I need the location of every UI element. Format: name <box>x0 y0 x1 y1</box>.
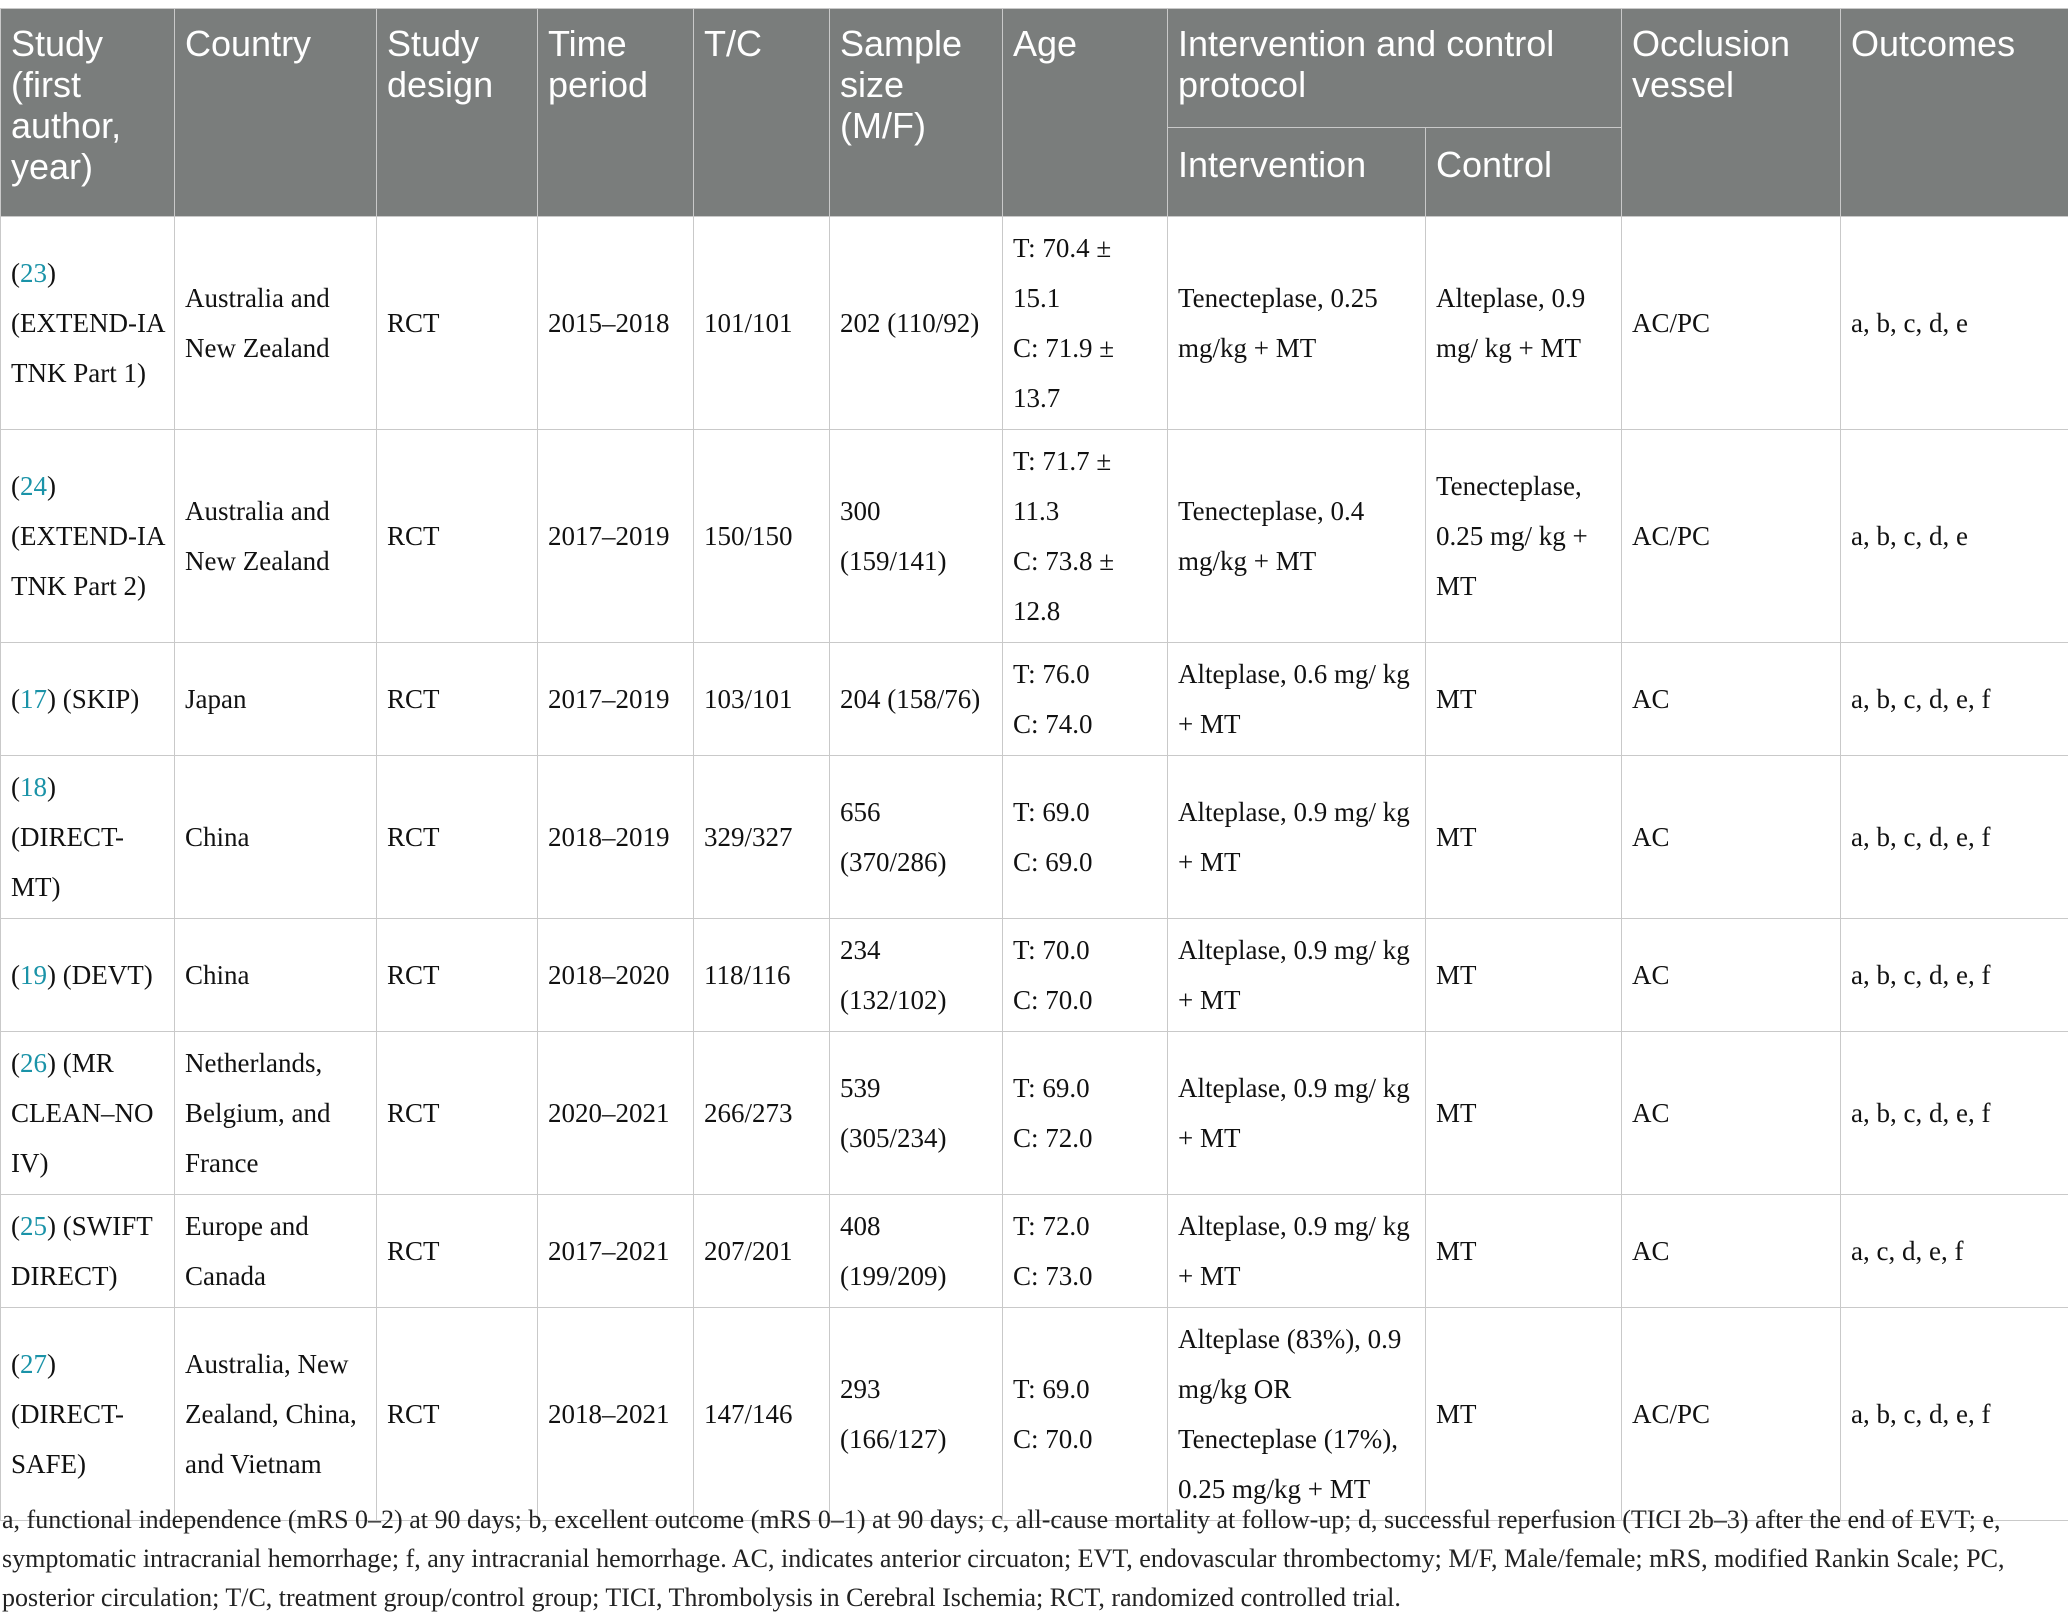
cell-control <box>1426 217 1622 430</box>
cell-age <box>1003 919 1168 1032</box>
cell-period <box>538 430 694 643</box>
table-row <box>1 1195 2068 1308</box>
period-text: 2020–2021 <box>548 1098 670 1128</box>
cell-control <box>1426 919 1622 1032</box>
cell-tc <box>694 643 830 756</box>
header-study-design: Study design <box>377 9 538 217</box>
intervention-text: Alteplase, 0.9 mg/ kg + MT <box>1178 1073 1410 1153</box>
period-text: 2017–2019 <box>548 684 670 714</box>
cell-control <box>1426 430 1622 643</box>
reference-link[interactable]: 25 <box>20 1211 47 1241</box>
study-name: (EXTEND-IA TNK Part 2) <box>11 521 164 601</box>
study-name: (SKIP) <box>62 684 140 714</box>
table-row <box>1 1032 2068 1195</box>
cell-country <box>175 1195 377 1308</box>
control-text: MT <box>1436 684 1477 714</box>
intervention-text: Alteplase, 0.9 mg/ kg + MT <box>1178 935 1410 1015</box>
age-treatment: T: 71.7 ± 11.3 <box>1013 446 1112 526</box>
vessel-text: AC <box>1632 1098 1670 1128</box>
table-header <box>1 9 2068 217</box>
cell-period <box>538 217 694 430</box>
intervention-text: Alteplase (83%), 0.9 mg/kg OR Tenecteplase (17%), 0.25 mg/kg + MT <box>1178 1324 1402 1504</box>
study-name: (EXTEND-IA TNK Part 1) <box>11 308 164 388</box>
tc-text: 147/146 <box>704 1399 793 1429</box>
cell-vessel <box>1622 1032 1841 1195</box>
cell-sample <box>830 217 1003 430</box>
cell-period <box>538 919 694 1032</box>
cell-intervention <box>1168 919 1426 1032</box>
cell-period <box>538 1308 694 1521</box>
cell-sample <box>830 756 1003 919</box>
period-text: 2018–2019 <box>548 822 670 852</box>
table-body <box>1 217 2068 1521</box>
cell-country <box>175 643 377 756</box>
cell-country <box>175 217 377 430</box>
table-container <box>0 8 2068 1521</box>
cell-intervention <box>1168 643 1426 756</box>
table-footnote: a, functional independence (mRS 0–2) at 90 days; b, excellent outcome (mRS 0–1) at 90 days; c, all-cause mortality at follow-up; d, successful reperfusion (TICI 2b–3) after the end of EVT; e, symptomatic intracranial hemorrhage; f, any intracranial hemorrhage. AC, indicates anterior circuaton; EVT, endovascular thrombectomy; M/F, Male/female; mRS, modified Rankin Scale; PC, posterior circulation; T/C, treatment group/control group; TICI, Thrombolysis in Cerebral Ischemia; RCT, randomized controlled trial. <box>2 1505 2005 1612</box>
country-text: Japan <box>185 684 247 714</box>
period-text: 2015–2018 <box>548 308 670 338</box>
period-text: 2017–2021 <box>548 1236 670 1266</box>
outcomes-text: a, b, c, d, e, f <box>1851 1098 1991 1128</box>
cell-outcomes <box>1841 756 2068 919</box>
design-text: RCT <box>387 960 440 990</box>
cell-study: (23) (EXTEND-IA TNK Part 1) <box>1 217 175 430</box>
reference-link[interactable]: 27 <box>20 1349 47 1379</box>
cell-design <box>377 217 538 430</box>
age-control: C: 73.0 <box>1013 1261 1093 1291</box>
sample-text: 202 (110/92) <box>840 308 980 338</box>
cell-design <box>377 430 538 643</box>
reference-link[interactable]: 19 <box>20 960 47 990</box>
period-text: 2018–2020 <box>548 960 670 990</box>
cell-vessel <box>1622 643 1841 756</box>
header-protocol-group: Intervention and control protocol <box>1168 9 1622 128</box>
intervention-text: Tenecteplase, 0.4 mg/kg + MT <box>1178 496 1365 576</box>
header-sample-size: Sample size (M/F) <box>830 9 1003 217</box>
control-text: MT <box>1436 1236 1477 1266</box>
cell-sample <box>830 643 1003 756</box>
reference-link[interactable]: 18 <box>20 772 47 802</box>
tc-text: 207/201 <box>704 1236 793 1266</box>
header-outcomes: Outcomes <box>1841 9 2068 217</box>
sample-text: 300 (159/141) <box>840 496 947 576</box>
cell-period <box>538 1195 694 1308</box>
cell-tc <box>694 1308 830 1521</box>
cell-outcomes <box>1841 217 2068 430</box>
cell-study: (25) (SWIFT DIRECT) <box>1 1195 175 1308</box>
cell-age <box>1003 643 1168 756</box>
age-control: C: 73.8 ± 12.8 <box>1013 546 1115 626</box>
cell-intervention <box>1168 217 1426 430</box>
reference-link[interactable]: 26 <box>20 1048 47 1078</box>
cell-study: (17) (SKIP) <box>1 643 175 756</box>
cell-outcomes <box>1841 430 2068 643</box>
control-text: Tenecteplase, 0.25 mg/ kg + MT <box>1436 471 1588 601</box>
intervention-text: Alteplase, 0.9 mg/ kg + MT <box>1178 1211 1410 1291</box>
cell-study: (19) (DEVT) <box>1 919 175 1032</box>
cell-outcomes <box>1841 1195 2068 1308</box>
tc-text: 150/150 <box>704 521 793 551</box>
cell-period <box>538 756 694 919</box>
age-control: C: 74.0 <box>1013 709 1093 739</box>
design-text: RCT <box>387 684 440 714</box>
cell-tc <box>694 217 830 430</box>
cell-intervention <box>1168 430 1426 643</box>
age-treatment: T: 70.0 <box>1013 935 1090 965</box>
cell-vessel <box>1622 919 1841 1032</box>
tc-text: 266/273 <box>704 1098 793 1128</box>
age-treatment: T: 70.4 ± 15.1 <box>1013 233 1112 313</box>
table-row <box>1 1308 2068 1521</box>
cell-design <box>377 756 538 919</box>
table-row <box>1 430 2068 643</box>
study-name: (DEVT) <box>62 960 153 990</box>
age-control: C: 69.0 <box>1013 847 1093 877</box>
vessel-text: AC/PC <box>1632 308 1711 338</box>
cell-intervention <box>1168 1195 1426 1308</box>
cell-tc <box>694 1195 830 1308</box>
age-control: C: 72.0 <box>1013 1123 1093 1153</box>
cell-control <box>1426 756 1622 919</box>
outcomes-text: a, b, c, d, e <box>1851 521 1968 551</box>
cell-country <box>175 430 377 643</box>
cell-vessel <box>1622 1195 1841 1308</box>
vessel-text: AC <box>1632 684 1670 714</box>
age-control: C: 71.9 ± 13.7 <box>1013 333 1115 413</box>
sample-text: 408 (199/209) <box>840 1211 947 1291</box>
period-text: 2017–2019 <box>548 521 670 551</box>
cell-period <box>538 1032 694 1195</box>
cell-country <box>175 756 377 919</box>
cell-intervention <box>1168 1032 1426 1195</box>
header-country: Country <box>175 9 377 217</box>
cell-outcomes <box>1841 643 2068 756</box>
design-text: RCT <box>387 1098 440 1128</box>
sample-text: 656 (370/286) <box>840 797 947 877</box>
cell-age <box>1003 756 1168 919</box>
cell-country <box>175 1032 377 1195</box>
country-text: China <box>185 822 250 852</box>
age-treatment: T: 69.0 <box>1013 1073 1090 1103</box>
header-occlusion-vessel: Occlusion vessel <box>1622 9 1841 217</box>
country-text: Europe and Canada <box>185 1211 309 1291</box>
cell-outcomes <box>1841 1308 2068 1521</box>
country-text: China <box>185 960 250 990</box>
reference-link[interactable]: 23 <box>20 258 47 288</box>
outcomes-text: a, b, c, d, e, f <box>1851 960 1991 990</box>
age-control: C: 70.0 <box>1013 1424 1093 1454</box>
cell-study: (18) (DIRECT-MT) <box>1 756 175 919</box>
sample-text: 539 (305/234) <box>840 1073 947 1153</box>
design-text: RCT <box>387 521 440 551</box>
period-text: 2018–2021 <box>548 1399 670 1429</box>
design-text: RCT <box>387 1236 440 1266</box>
tc-text: 103/101 <box>704 684 793 714</box>
sample-text: 234 (132/102) <box>840 935 947 1015</box>
control-text: MT <box>1436 1399 1477 1429</box>
design-text: RCT <box>387 308 440 338</box>
cell-age <box>1003 1195 1168 1308</box>
vessel-text: AC <box>1632 960 1670 990</box>
outcomes-text: a, b, c, d, e, f <box>1851 822 1991 852</box>
cell-sample <box>830 919 1003 1032</box>
cell-sample <box>830 1195 1003 1308</box>
cell-age <box>1003 1308 1168 1521</box>
control-text: MT <box>1436 1098 1477 1128</box>
study-characteristics-table <box>0 8 2068 1521</box>
cell-study: (27) (DIRECT-SAFE) <box>1 1308 175 1521</box>
cell-intervention <box>1168 1308 1426 1521</box>
cell-age <box>1003 217 1168 430</box>
tc-text: 118/116 <box>704 960 791 990</box>
cell-country <box>175 919 377 1032</box>
intervention-text: Alteplase, 0.9 mg/ kg + MT <box>1178 797 1410 877</box>
reference-link[interactable]: 24 <box>20 471 47 501</box>
vessel-text: AC <box>1632 822 1670 852</box>
tc-text: 329/327 <box>704 822 793 852</box>
cell-tc <box>694 430 830 643</box>
outcomes-text: a, b, c, d, e, f <box>1851 684 1991 714</box>
cell-control <box>1426 1308 1622 1521</box>
country-text: Australia and New Zealand <box>185 496 330 576</box>
age-treatment: T: 69.0 <box>1013 1374 1090 1404</box>
study-name: (DIRECT-MT) <box>11 822 124 902</box>
outcomes-text: a, b, c, d, e, f <box>1851 1399 1991 1429</box>
cell-tc <box>694 1032 830 1195</box>
tc-text: 101/101 <box>704 308 793 338</box>
study-name: (SWIFT DIRECT) <box>11 1211 153 1291</box>
age-control: C: 70.0 <box>1013 985 1093 1015</box>
cell-vessel <box>1622 217 1841 430</box>
header-tc: T/C <box>694 9 830 217</box>
cell-control <box>1426 643 1622 756</box>
cell-age <box>1003 1032 1168 1195</box>
cell-control <box>1426 1195 1622 1308</box>
vessel-text: AC/PC <box>1632 1399 1711 1429</box>
cell-design <box>377 1032 538 1195</box>
age-treatment: T: 76.0 <box>1013 659 1090 689</box>
sample-text: 204 (158/76) <box>840 684 981 714</box>
control-text: Alteplase, 0.9 mg/ kg + MT <box>1436 283 1586 363</box>
table-row <box>1 756 2068 919</box>
cell-sample <box>830 430 1003 643</box>
cell-design <box>377 919 538 1032</box>
vessel-text: AC/PC <box>1632 521 1711 551</box>
table-row <box>1 643 2068 756</box>
sample-text: 293 (166/127) <box>840 1374 947 1454</box>
country-text: Netherlands, Belgium, and France <box>185 1048 331 1178</box>
cell-sample <box>830 1308 1003 1521</box>
country-text: Australia and New Zealand <box>185 283 330 363</box>
age-treatment: T: 69.0 <box>1013 797 1090 827</box>
intervention-text: Alteplase, 0.6 mg/ kg + MT <box>1178 659 1410 739</box>
cell-vessel <box>1622 430 1841 643</box>
header-control: Control <box>1426 128 1622 217</box>
cell-age <box>1003 430 1168 643</box>
cell-study: (26) (MR CLEAN–NO IV) <box>1 1032 175 1195</box>
cell-intervention <box>1168 756 1426 919</box>
outcomes-text: a, b, c, d, e <box>1851 308 1968 338</box>
cell-outcomes <box>1841 1032 2068 1195</box>
design-text: RCT <box>387 1399 440 1429</box>
header-age: Age <box>1003 9 1168 217</box>
vessel-text: AC <box>1632 1236 1670 1266</box>
age-treatment: T: 72.0 <box>1013 1211 1090 1241</box>
cell-design <box>377 1195 538 1308</box>
cell-design <box>377 643 538 756</box>
header-intervention: Intervention <box>1168 128 1426 217</box>
cell-country <box>175 1308 377 1521</box>
cell-sample <box>830 1032 1003 1195</box>
control-text: MT <box>1436 822 1477 852</box>
cell-vessel <box>1622 756 1841 919</box>
reference-link[interactable]: 17 <box>20 684 47 714</box>
country-text: Australia, New Zealand, China, and Vietnam <box>185 1349 357 1479</box>
cell-period <box>538 643 694 756</box>
table-row <box>1 919 2068 1032</box>
header-study: Study (first author, year) <box>1 9 175 217</box>
study-name: (DIRECT-SAFE) <box>11 1399 124 1479</box>
header-time-period: Time period <box>538 9 694 217</box>
cell-study: (24) (EXTEND-IA TNK Part 2) <box>1 430 175 643</box>
study-name: (MR CLEAN–NO IV) <box>11 1048 154 1178</box>
design-text: RCT <box>387 822 440 852</box>
table-row <box>1 217 2068 430</box>
cell-design <box>377 1308 538 1521</box>
cell-vessel <box>1622 1308 1841 1521</box>
cell-outcomes <box>1841 919 2068 1032</box>
cell-tc <box>694 756 830 919</box>
intervention-text: Tenecteplase, 0.25 mg/kg + MT <box>1178 283 1378 363</box>
cell-control <box>1426 1032 1622 1195</box>
outcomes-text: a, c, d, e, f <box>1851 1236 1964 1266</box>
control-text: MT <box>1436 960 1477 990</box>
cell-tc <box>694 919 830 1032</box>
